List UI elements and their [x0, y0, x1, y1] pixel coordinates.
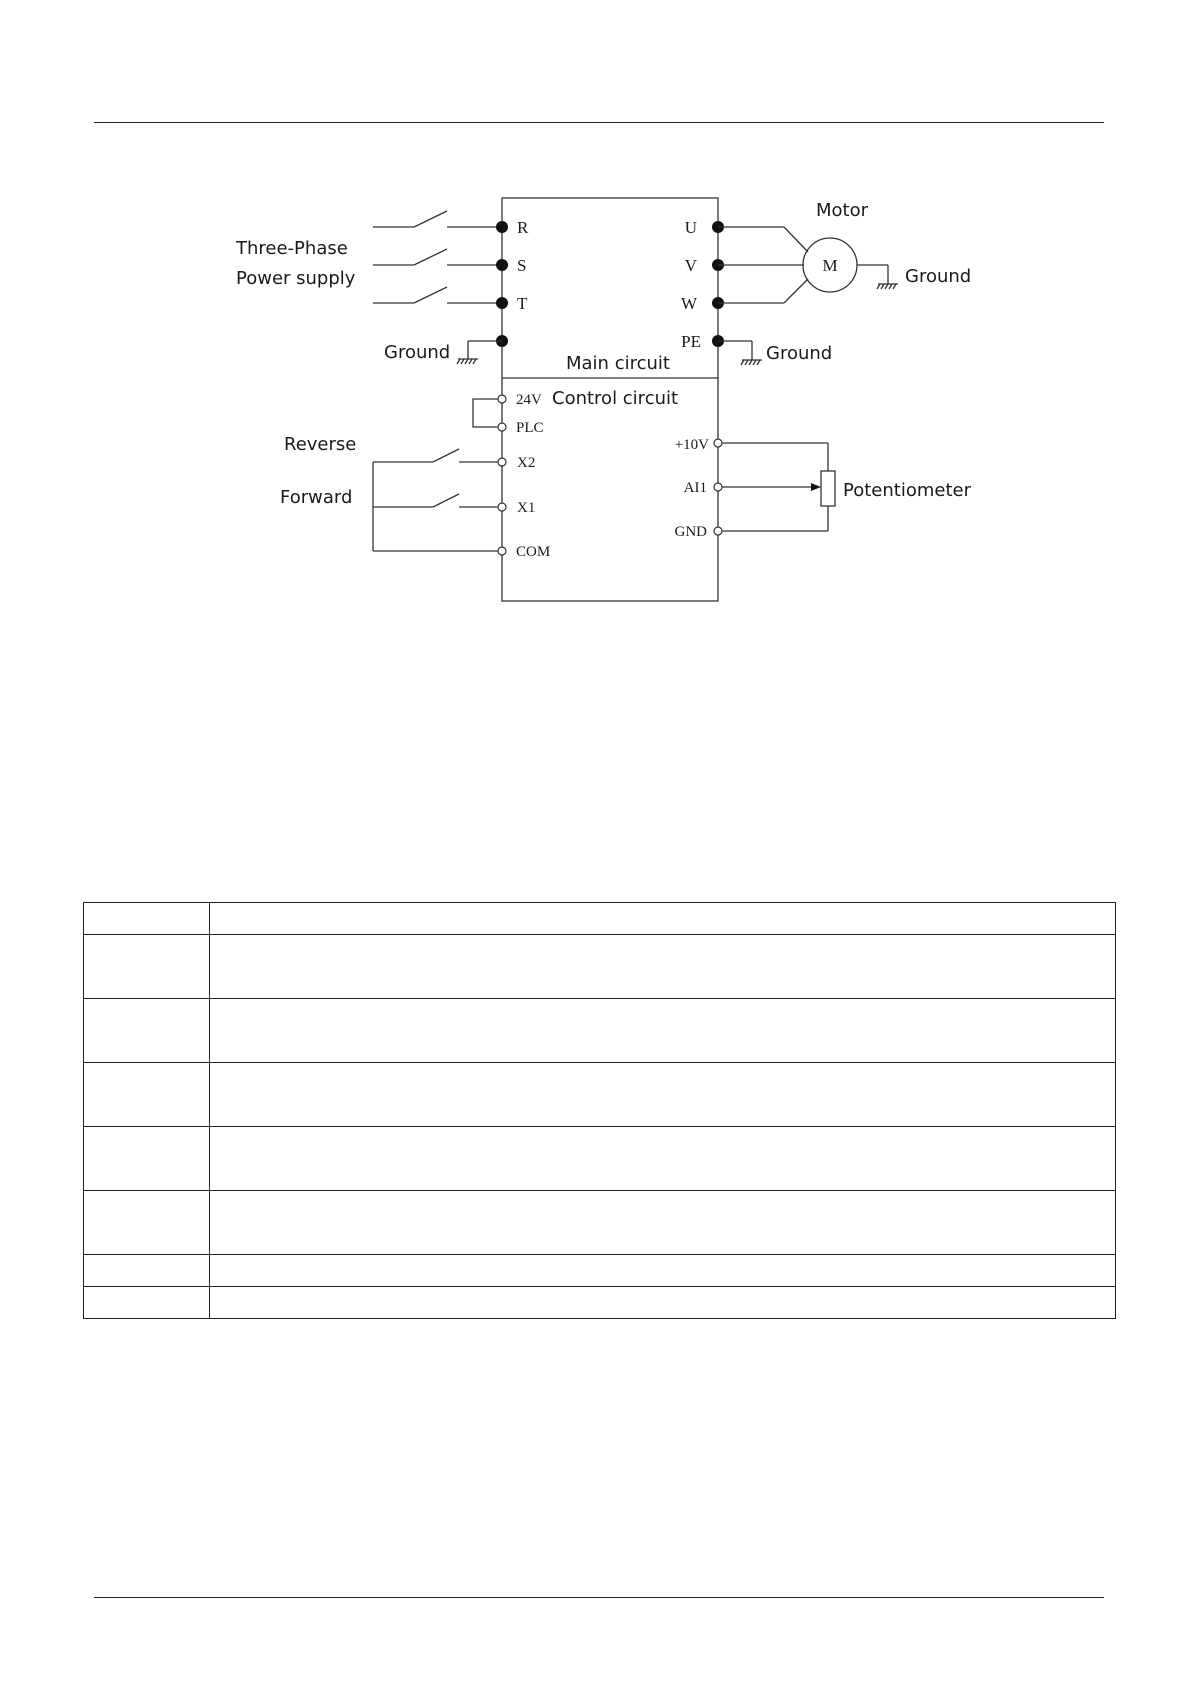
table-cell	[210, 1063, 1116, 1127]
terminal-u-label: U	[684, 218, 697, 237]
footer-rule	[94, 1597, 1104, 1598]
wiring-diagram	[0, 0, 1191, 640]
control-circuit-label: Control circuit	[552, 388, 679, 409]
table-row	[84, 1191, 1116, 1255]
table-row	[84, 935, 1116, 999]
table-row	[84, 999, 1116, 1063]
table-cell	[84, 999, 210, 1063]
power-supply-label-1: Three-Phase	[236, 238, 348, 259]
potentiometer-label: Potentiometer	[843, 480, 971, 501]
table-cell	[210, 903, 1116, 935]
terminal-x2-point	[498, 458, 506, 466]
terminal-r-dot	[496, 221, 508, 233]
terminal-ai1-point	[714, 483, 722, 491]
table-cell	[84, 1287, 210, 1319]
table-cell	[84, 1063, 210, 1127]
terminal-x1-label: X1	[517, 500, 536, 516]
table-row	[84, 1287, 1116, 1319]
terminal-24v-label: 24V	[516, 392, 542, 408]
ground-left-symbol	[457, 341, 502, 364]
table-cell	[210, 1255, 1116, 1287]
potentiometer-wiring	[718, 443, 835, 531]
power-input-switches	[373, 211, 502, 303]
terminal-s-label: S	[517, 256, 527, 275]
terminal-plc-point	[498, 423, 506, 431]
terminal-x1-point	[498, 503, 506, 511]
terminal-plc-label: PLC	[516, 420, 544, 436]
table-cell	[84, 1255, 210, 1287]
table-cell	[210, 999, 1116, 1063]
terminal-com-point	[498, 547, 506, 555]
terminal-v-label: V	[684, 256, 697, 275]
ground-motor-symbol	[857, 265, 898, 289]
table-cell	[84, 935, 210, 999]
terminal-gnd-point	[714, 527, 722, 535]
terminal-t-dot	[496, 297, 508, 309]
terminal-w-label: W	[680, 294, 697, 313]
terminal-pe-label: PE	[681, 332, 701, 351]
table-cell	[84, 1191, 210, 1255]
table-cell	[210, 1191, 1116, 1255]
table-row	[84, 1255, 1116, 1287]
ground-pe-symbol	[718, 341, 762, 365]
direction-switches	[373, 449, 502, 551]
terminal-ai1-label: AI1	[683, 480, 707, 496]
table-cell	[210, 1127, 1116, 1191]
plc-jumper	[473, 399, 502, 427]
main-circuit-label: Main circuit	[566, 353, 670, 374]
terminal-10v-label: +10V	[674, 437, 709, 453]
table-cell	[84, 903, 210, 935]
terminal-t-label: T	[517, 294, 528, 313]
table-row	[84, 1063, 1116, 1127]
power-supply-label-2: Power supply	[236, 268, 356, 289]
terminal-r-label: R	[517, 218, 529, 237]
terminal-10v-point	[714, 439, 722, 447]
table-cell	[210, 1287, 1116, 1319]
motor-label: Motor	[816, 200, 869, 221]
forward-label: Forward	[280, 487, 353, 508]
terminal-gnd-label: GND	[674, 524, 707, 540]
motor-wiring	[718, 227, 808, 303]
ground-motor-label: Ground	[905, 266, 972, 287]
table-row	[84, 903, 1116, 935]
terminal-x2-label: X2	[517, 455, 536, 471]
ground-left-label: Ground	[384, 342, 451, 363]
motor-symbol-letter: M	[822, 256, 838, 275]
terminal-24v-point	[498, 395, 506, 403]
reverse-label: Reverse	[284, 434, 357, 455]
table-cell	[210, 935, 1116, 999]
terminal-s-dot	[496, 259, 508, 271]
ground-pe-label: Ground	[766, 343, 833, 364]
spec-table	[83, 902, 1116, 1319]
table-cell	[84, 1127, 210, 1191]
table-row	[84, 1127, 1116, 1191]
terminal-com-label: COM	[516, 544, 551, 560]
